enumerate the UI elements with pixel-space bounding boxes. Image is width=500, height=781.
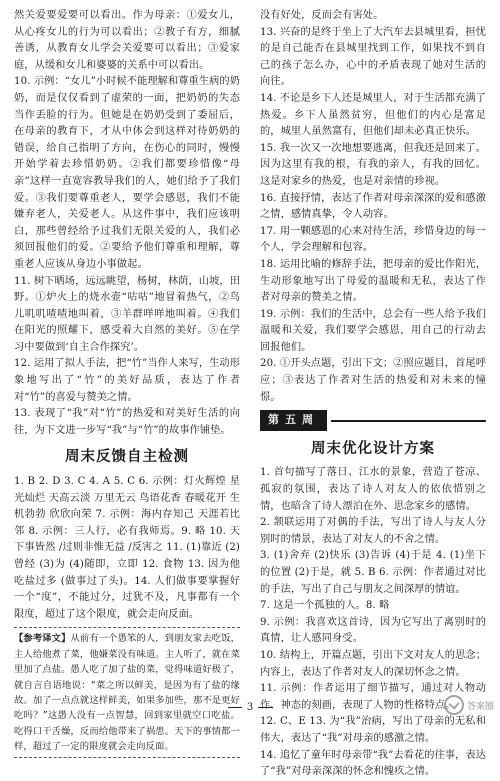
page-number-dash [228, 707, 242, 708]
right-paragraph: 19. 示例：我们的生活中，总会有一些人给予我们温暖和关爱，我们要学会感恩，用自己的行动去回报他们。 [260, 308, 486, 353]
left-paragraph: 11. 树下晒场，远远眺望，杨树，林荫，山坡，田野。①炉火上的烧水壶“咕咕”地冒着热气，②鸟儿叽叽喳喳地叫着，③羊群咩咩地叫着。④我们在阳光的照耀下，感受着大自然的美好。⑤在学习中要做到‘自主合作探究’。 [14, 275, 240, 353]
right-paragraph: 3. (1)舍弃 (2)快乐 (3)告诉 (4)于是 4. (1)坐下的位置 (2)于是，就 5. B 6. 示例：作者通过对比的手法，写出了自己与朋友之间深厚的情谊。 [260, 550, 486, 595]
section-heading-weekend-design: 周末优化设计方案 [311, 440, 435, 457]
left-paragraph: 13. 表现了“我”对“竹”的热爱和对美好生活的向往，为下文进一步写“我”与“竹”的故事作铺垫。 [14, 408, 240, 436]
right-column [260, 8, 486, 781]
checkmark-icon [444, 695, 464, 715]
right-paragraph: 9. 示例：我喜欢这首诗，因为它写出了离别时的真情，让人感同身受。 [260, 616, 486, 645]
reference-translation-tag: 【参考译文】 [14, 633, 71, 645]
right-paragraph: 14. 不论是乡下人还是城里人，对于生活都充满了热爱。乡下人虽然贫穷，但他们的内心是富足的，城里人虽然富有，但他们却未必真正快乐。 [260, 92, 486, 138]
right-paragraph: 16. 直接抒情，表达了作者对母亲深深的爱和感激之情，感情真挚，令人动容。 [260, 192, 486, 221]
right-paragraph: 10. 结构上，开篇点题，引出下文对友人的思念；内容上，表达了作者对友人的深切怀念之情。 [260, 649, 486, 678]
left-paragraph: 10. 示例：“女儿”小时候不能理解和尊重生病的奶奶，而是仅仅看到了虚荣的一面，把奶奶的失态当作丢脸的行为。但她是在奶奶受到了委屈后，在母亲的教育下，才从中体会到这样对待奶奶的错误，给自己指明了方向，在伤心的同时，慢慢开始学着去珍惜奶奶。②我们都要珍惜像“母亲”这样一直宽容教导我们的人，她们给予了我们爱。③我们要尊重老人，要学会感恩，我们不能嫌弃老人，关爱老人。从这件事中，我们应该明白，那些曾经给予过我们无限关爱的人，我们必须回报他们的爱。②要给予他们尊重和理解，尊重老人应该从身边小事做起。 [14, 76, 240, 270]
page-number-value: 3 [246, 702, 254, 713]
week-badge: 第五周 [260, 410, 327, 431]
right-paragraph: 7. 这是一个孤独的人。8. 略 [260, 600, 390, 612]
translation-body: 从前有一个愚笨的人，到朋友家去吃饭，主人给他煮了菜，他嫌菜没有味道。主人听了，就在菜里加了点盐。愚人吃了加了盐的菜，觉得味道好极了，就自言自语地说：“菜之所以鲜美，是因为有了盐的缘故。加了一点点就这样鲜美，如果多加些，那不是更好吃吗？”这愚人没有一点智慧，回到家里就空口吃盐。吃得口干舌燥，反而给他带来了祸患。天下的事情都一样，超过了一定的限度就会走向反面。 [14, 633, 240, 753]
page-number-dash [258, 707, 272, 708]
right-paragraph: 没有好处，反而会有害处。 [260, 10, 384, 21]
watermark-logo [412, 692, 494, 718]
week-divider [260, 410, 486, 431]
right-paragraph: 17. 用一颗感恩的心来对待生活，珍惜身边的每一个人，学会理解和包容。 [260, 225, 486, 254]
translation-box [14, 627, 240, 757]
left-column [14, 8, 240, 760]
watermark-text: 答案圈 [466, 701, 494, 712]
right-paragraph: 13. 兴奋的是终于坐上了大汽车去县城里看，担忧的是自己能否在县城里找到工作，如果找不到自己的孩子怎么办，心中的矛盾表现了她对生活的向往。 [260, 26, 486, 88]
right-paragraph: 14. 追忆了童年时母亲带“我”去看花的往事，表达了“我”对母亲深深的怀念和愧疚之情。 [260, 749, 486, 778]
right-paragraph: 1. 首句描写了落日、江水的景象，营造了苍凉、孤寂的氛围，表达了诗人对友人的依依惜别之情，也暗含了诗人漂泊在外、思念家乡的感情。 [260, 467, 486, 512]
right-paragraph: 2. 颔联运用了对偶的手法，写出了诗人与友人分别时的情景，表达了对友人的不舍之情。 [260, 517, 486, 545]
left-paragraph: 1. B 2. D 3. C 4. A 5. C 6. 示例：灯火辉煌 星光灿烂 天高云淡 万里无云 鸟语花香 春暖花开 生机勃勃 欣欣向荣 7. 示例：海内存知己 天涯若比邻 8. 示例：三人行，必有我师焉。9. 略 10. 天下事皆然 /过则非惟无益 /反害之 11. (1)靠近 (2)曾经 (3)为 (4)随即，立即 12. 食物 13. 因为他吃盐过多 (做事过了头)。14. 人们做事要掌握好一个“度”，不能过分，过犹不及，凡事都有一个限度，超过了这个限度，就会走向反面。 [14, 476, 240, 620]
section-heading-weekend-feedback: 周末反馈自主检测 [65, 449, 189, 466]
translation-text [14, 631, 240, 754]
right-paragraph: 18. 运用比喻的修辞手法，把母亲的爱比作阳光，生动形象地写出了母爱的温暖和无私，表达了作者对母亲的赞美之情。 [260, 258, 486, 304]
right-paragraph: 20. ①开头点题，引出下文；②照应题目，首尾呼应；③表达了作者对生活的热爱和对未来的憧憬。 [260, 358, 486, 403]
right-paragraph: 12. C、E 13. 为“我”治病，写出了母亲的无私和伟大，表达了“我”对母亲的感激之情。 [260, 716, 486, 744]
right-paragraph: 11. 示例：作者运用了细节描写，通过对人物动作、神态的刻画，表现了人物的性格特点。 [260, 683, 486, 711]
right-paragraph: 15. 我一次又一次地想要逃离，但我还是回来了。因为这里有我的根，有我的亲人，有我的回忆。这是对家乡的热爱，也是对亲情的珍视。 [260, 142, 486, 187]
left-paragraph: 12. 运用了拟人手法，把“竹”当作人来写，生动形象地写出了“竹”的美好品质，表达了作者对“竹”的喜爱与赞美之情。 [14, 358, 240, 403]
divider-line [331, 420, 486, 422]
left-paragraph: 然关爱要爱要可以看出。作为母亲：①爱女儿，从心疼女儿的行为可以看出；②教子有方，细腻善诱，从教育女儿学会关爱要可以看出；③爱家庭，从缓和女儿和婆婆的关系中可以看出。 [14, 10, 240, 71]
